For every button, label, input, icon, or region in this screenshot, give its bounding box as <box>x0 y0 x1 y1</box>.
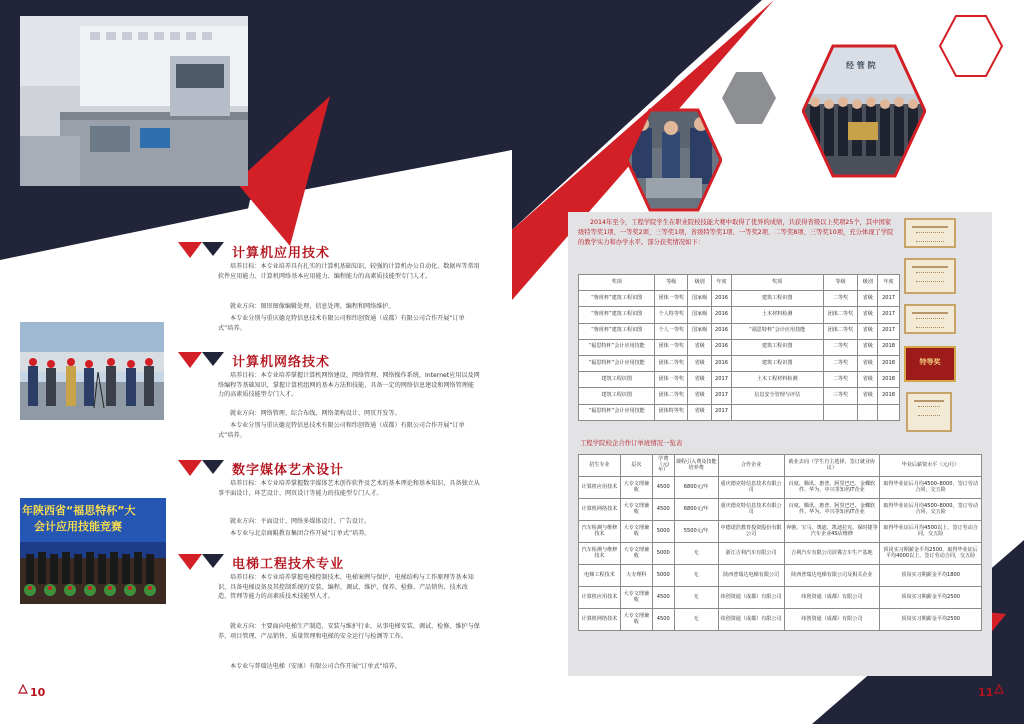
table-cell: 百度、腾讯、惠普、阿里巴巴、金蝶软件、华为、中兴等知名IT企业 <box>784 499 880 521</box>
certificate-image <box>904 304 956 334</box>
section-title-elevator: 电梯工程技术专业 <box>232 557 345 572</box>
orders-table <box>578 454 982 631</box>
section-goal: 培养目标：本专业培养掌握电梯控制技术、电梯案例与保护、电梯结构与工作原理等基本知识，具备电梯设备及其控制系统的安装、编程、调试、维护、保养、检修、产品销售、技术改造、管理等能力的高素质技术技能型人才。 <box>218 574 474 601</box>
table-cell <box>731 404 823 420</box>
table-cell: 省级 <box>858 372 878 388</box>
table-cell: “鲁班杯”建筑工程识图 <box>579 323 655 339</box>
header-cell: 毕业后薪资水平（元/月） <box>880 455 982 477</box>
table-cell: 顶岗实习期薪金平均1800 <box>880 565 982 587</box>
table-cell: 2016 <box>712 307 732 323</box>
table-cell: 省级 <box>688 339 712 355</box>
section-bullet-icon <box>178 456 224 478</box>
table-row <box>579 291 900 307</box>
table-cell: 重庆德克特信息技术有限公司 <box>718 477 784 499</box>
table-cell: 5000 <box>652 543 674 565</box>
table-cell: 5000 <box>652 521 674 543</box>
section-coop: 本专业分别与重庆德克特信息技术有限公司和纬创资通（成都）有限公司合作开展“订单式”培养。 <box>218 422 465 439</box>
table-cell: 顶岗实习期薪金平均2500 <box>880 587 982 609</box>
table-cell: 计算机网络技术 <box>579 609 621 631</box>
table-cell: 大专文理兼收 <box>620 609 652 631</box>
section-title-computer-application: 计算机应用技术 <box>232 246 331 261</box>
banner-line-2: 会计应用技能竞赛 <box>34 520 122 533</box>
table-cell: 个人一等奖 <box>655 323 688 339</box>
table-row <box>579 307 900 323</box>
table-cell: 无 <box>674 565 718 587</box>
table-cell: 建筑工程识图 <box>731 291 823 307</box>
table-row <box>579 477 982 499</box>
table-cell: 信息安全管理与评估 <box>731 388 823 404</box>
table-row <box>579 388 900 404</box>
header-cell: 合作企业 <box>718 455 784 477</box>
table-cell: 团体一等奖 <box>655 372 688 388</box>
lab-photo-illustration <box>20 16 248 186</box>
table-cell: 建筑工程识图 <box>579 388 655 404</box>
table-cell: 4500 <box>652 587 674 609</box>
page-number-left: 10 <box>30 686 46 699</box>
table-cell: 建筑工程识图 <box>731 355 823 371</box>
table-cell: 取得毕业证后月均4500以上，签订劳动合同，交五险 <box>880 521 982 543</box>
section-goal: 培养目标：本专业培养掌握数字媒体艺术创作软件及艺术的基本理论和基本知识，具备独立从事平面设计、环艺设计、网页设计等能力的技能型专门人才。 <box>218 480 480 497</box>
awards-header-row <box>579 275 900 291</box>
table-cell: 团体二等奖 <box>655 388 688 404</box>
table-cell: 取得毕业证后月均4500–8000，签订劳动合同，交五险 <box>880 477 982 499</box>
table-cell: 纬创资通（成都）有限公司 <box>718 609 784 631</box>
table-row <box>579 323 900 339</box>
table-row <box>579 609 982 631</box>
campus-sign-text: 经 管 院 <box>846 61 876 70</box>
table-cell: 土木材料检测 <box>731 307 823 323</box>
table-cell: 纬创资通（成都）有限公司 <box>784 587 880 609</box>
table-cell: 奔驰、宝马、奥迪、凯迪拉克、保时捷等汽车企业4S店维修 <box>784 521 880 543</box>
header-cell: 等级 <box>655 275 688 291</box>
table-cell: 二等奖 <box>823 372 858 388</box>
table-cell: 大专理科 <box>620 565 652 587</box>
table-row <box>579 355 900 371</box>
table-cell: 2017 <box>878 291 900 307</box>
awards-table-body <box>579 291 900 421</box>
table-cell: 百度、腾讯、惠普、阿里巴巴、金蝶软件、华为、中兴等知名IT企业 <box>784 477 880 499</box>
table-cell <box>823 404 858 420</box>
table-cell: 团体一等奖 <box>655 339 688 355</box>
header-cell: 级别 <box>688 275 712 291</box>
table-cell: 重庆德克特信息技术有限公司 <box>718 499 784 521</box>
table-cell: 汽车检测与维修技术 <box>579 543 621 565</box>
table-row <box>579 543 982 565</box>
table-cell: 2017 <box>712 388 732 404</box>
table-row <box>579 372 900 388</box>
table-cell: 团体特等奖 <box>655 404 688 420</box>
table-cell: 6800元/年 <box>674 499 718 521</box>
table-cell: 大专文理兼收 <box>620 521 652 543</box>
table-cell: 2017 <box>712 404 732 420</box>
table-cell: “福思特杯”会计应用技能 <box>731 323 823 339</box>
table-cell: 建筑工程识图 <box>731 339 823 355</box>
students-hexagon-photo <box>626 108 722 212</box>
table-cell: 省级 <box>858 388 878 404</box>
table-cell: 省级 <box>858 307 878 323</box>
table-cell: 陕西普瑞达电梯有限公司 <box>718 565 784 587</box>
section-coop: 本专业与北京商鲲教育集团合作开展“订单式”培养。 <box>230 530 371 537</box>
header-cell: 就业去向（学生自主选择，签订就业协议） <box>784 455 880 477</box>
table-cell: 国家级 <box>688 291 712 307</box>
table-cell: 团体一等奖 <box>655 291 688 307</box>
table-cell: 电梯工程技术 <box>579 565 621 587</box>
table-cell: 2018 <box>878 339 900 355</box>
table-cell: 二等奖 <box>823 339 858 355</box>
table-cell: 陕西普瑞达电梯有限公司及相关企业 <box>784 565 880 587</box>
table-cell: 吉利汽车有限公司浒冀吉车生产基地 <box>784 543 880 565</box>
table-cell: 无 <box>674 543 718 565</box>
table-cell: 大专文理兼收 <box>620 543 652 565</box>
header-cell: 年度 <box>878 275 900 291</box>
section-bullet-icon <box>178 550 224 572</box>
table-cell: 团体二等奖 <box>655 355 688 371</box>
table-cell: 4500 <box>652 609 674 631</box>
table-cell: 大专文理兼收 <box>620 587 652 609</box>
section-jobs: 就业方向：主要面向电梯生产制造、安装与维护行业，从事电梯安装、调试、检修、维护与保养、项目管理、产品销售、质量管理和电梯的安全运行与检测等工作。 <box>218 623 480 640</box>
table-cell: 个人特等奖 <box>655 307 688 323</box>
survey-photo-illustration <box>20 322 164 420</box>
table-cell: 无 <box>674 609 718 631</box>
section-bullet-icon <box>178 238 224 260</box>
header-cell: 招生专业 <box>579 455 621 477</box>
table-cell: 浙江吉利汽车有限公司 <box>718 543 784 565</box>
competition-banner-photo <box>20 498 166 604</box>
table-cell: 4500 <box>652 499 674 521</box>
table-cell: 省级 <box>688 404 712 420</box>
table-cell: 计算机应用技术 <box>579 587 621 609</box>
certificate-image <box>904 346 956 382</box>
right-page <box>512 0 1024 724</box>
banner-line-1: 年陕西省“福思特杯”大 <box>22 504 136 517</box>
header-cell: 层次 <box>620 455 652 477</box>
table-cell: 4500 <box>652 477 674 499</box>
header-cell: 年度 <box>712 275 732 291</box>
table-cell: 省级 <box>688 388 712 404</box>
section-goal: 培养目标：本专业培养具有扎实的计算机基础知识、较强的计算机办公自动化、数据库等常用软件应用能力、计算机网络基本应用能力、编程能力的高素质技能型专门人才。 <box>218 263 480 280</box>
table-cell: 国家级 <box>688 307 712 323</box>
table-cell: 大专文理兼收 <box>620 477 652 499</box>
awards-table <box>578 274 900 421</box>
table-cell: 二等奖 <box>823 291 858 307</box>
awards-intro-text: 2014年至今，工程学院学生在职业院校技能大赛中取得了优异的成绩，共获得省级以上奖项25个，其中国家级特等奖1项、一等奖2项、三等奖1项，省级特等奖1项、一等奖2项、二等奖8项、三等奖10项，充分体现了学院的教学实力和办学水平。部分获奖情况如下： <box>578 219 894 247</box>
table-cell: “福思特杯”会计应用技能 <box>579 339 655 355</box>
table-cell: 无 <box>674 587 718 609</box>
lab-photo <box>20 16 248 186</box>
header-cell: 奖项 <box>731 275 823 291</box>
table-cell: 2018 <box>878 388 900 404</box>
table-cell: 纬创资通（成都）有限公司 <box>784 609 880 631</box>
table-cell: 5000 <box>652 565 674 587</box>
section-jobs: 就业方向：网络管理、综合布线、网络架构设计、网页开发等。 <box>230 410 401 417</box>
table-cell: 土木工程材料检测 <box>731 372 823 388</box>
table-cell: 计算机应用技术 <box>579 477 621 499</box>
table-cell: 建筑工程识图 <box>579 372 655 388</box>
table-cell: 大专文理兼收 <box>620 499 652 521</box>
orders-table-title: 工程学院校企合作订单班情况一览表 <box>580 439 683 447</box>
table-cell: 省级 <box>688 372 712 388</box>
header-cell: 学费（元/年） <box>652 455 674 477</box>
table-cell: 2017 <box>878 307 900 323</box>
table-cell: “鲁班杯”建筑工程识图 <box>579 291 655 307</box>
table-cell: 纬创资通（成都）有限公司 <box>718 587 784 609</box>
table-cell: 二等奖 <box>823 355 858 371</box>
page-number-triangle-icon <box>18 684 28 694</box>
table-cell: 三等奖 <box>823 388 858 404</box>
table-cell: 6800元/年 <box>674 477 718 499</box>
table-cell: 2018 <box>878 372 900 388</box>
table-cell: 2016 <box>712 323 732 339</box>
page-number-right: 11 <box>978 686 994 699</box>
header-cell: 课程引入费及技能培养费 <box>674 455 718 477</box>
table-cell: 国家级 <box>688 323 712 339</box>
page-number-triangle-icon <box>994 684 1004 694</box>
table-cell: 团体二等奖 <box>823 307 858 323</box>
table-cell: 省级 <box>858 355 878 371</box>
section-goal: 培养目标：本专业培养掌握计算机网络建设、网络管理、网络操作系统、Internet应用以及网络编程等基础知识，掌握计算机组网的基本方法和技能，具备一定的网络信息建设和网络管理能力的高素质技能型专门人才。 <box>218 372 480 399</box>
survey-photo <box>20 322 164 420</box>
table-cell: 2018 <box>878 355 900 371</box>
certificate-image <box>906 392 952 432</box>
table-cell: 汽车检测与维修技术 <box>579 521 621 543</box>
table-cell: “福思特杯”会计应用技能 <box>579 355 655 371</box>
table-row <box>579 587 982 609</box>
table-cell: 省级 <box>858 291 878 307</box>
table-cell: 5500元/年 <box>674 521 718 543</box>
table-cell: 2016 <box>712 291 732 307</box>
section-coop: 本专业分别与重庆德克特信息技术有限公司和纬创资通（成都）有限公司合作开展“订单式”培养。 <box>218 315 465 332</box>
section-coop: 本专业与普瑞达电梯（安康）有限公司合作开展“订单式”培养。 <box>230 663 401 670</box>
section-jobs: 就业方向：图形图像编辑处理、信息处理、编程和网络维护。 <box>230 303 395 310</box>
section-jobs: 就业方向：平面设计、网络多媒体设计、广告设计。 <box>230 518 371 525</box>
section-title-network: 计算机网络技术 <box>232 355 331 370</box>
certificate-image <box>904 258 956 294</box>
table-cell <box>878 404 900 420</box>
table-cell: 顶岗实习期薪金平均2500，取得毕业证后平均4000以上，签订劳动合同，交五险 <box>880 543 982 565</box>
header-cell: 奖项 <box>579 275 655 291</box>
orders-header-row <box>579 455 982 477</box>
table-row <box>579 499 982 521</box>
table-cell: 省级 <box>858 339 878 355</box>
table-cell: “鲁班杯”建筑工程识图 <box>579 307 655 323</box>
table-row <box>579 339 900 355</box>
table-cell: 顶岗实习期薪金平均2500 <box>880 609 982 631</box>
table-cell: 2017 <box>878 323 900 339</box>
table-row <box>579 565 982 587</box>
section-title-digital-media: 数字媒体艺术设计 <box>232 463 345 478</box>
table-cell: 2016 <box>712 339 732 355</box>
table-cell: 2016 <box>712 355 732 371</box>
table-cell: 取得毕业证后月均4500–8000，签订劳动合同，交五险 <box>880 499 982 521</box>
table-cell: 团体二等奖 <box>823 323 858 339</box>
header-cell: 等级 <box>823 275 858 291</box>
table-cell: 省级 <box>858 323 878 339</box>
table-cell: 中德诺浩教育投资股份有限公司 <box>718 521 784 543</box>
table-row <box>579 404 900 420</box>
certificate-label: 特等奖 <box>919 358 941 366</box>
section-bullet-icon <box>178 348 224 370</box>
table-cell: “福思特杯”会计应用技能 <box>579 404 655 420</box>
table-cell: 省级 <box>688 355 712 371</box>
table-cell: 计算机网络技术 <box>579 499 621 521</box>
table-cell <box>858 404 878 420</box>
table-cell: 2017 <box>712 372 732 388</box>
header-cell: 级别 <box>858 275 878 291</box>
orders-table-body <box>579 477 982 631</box>
certificate-image <box>904 218 956 248</box>
table-row <box>579 521 982 543</box>
